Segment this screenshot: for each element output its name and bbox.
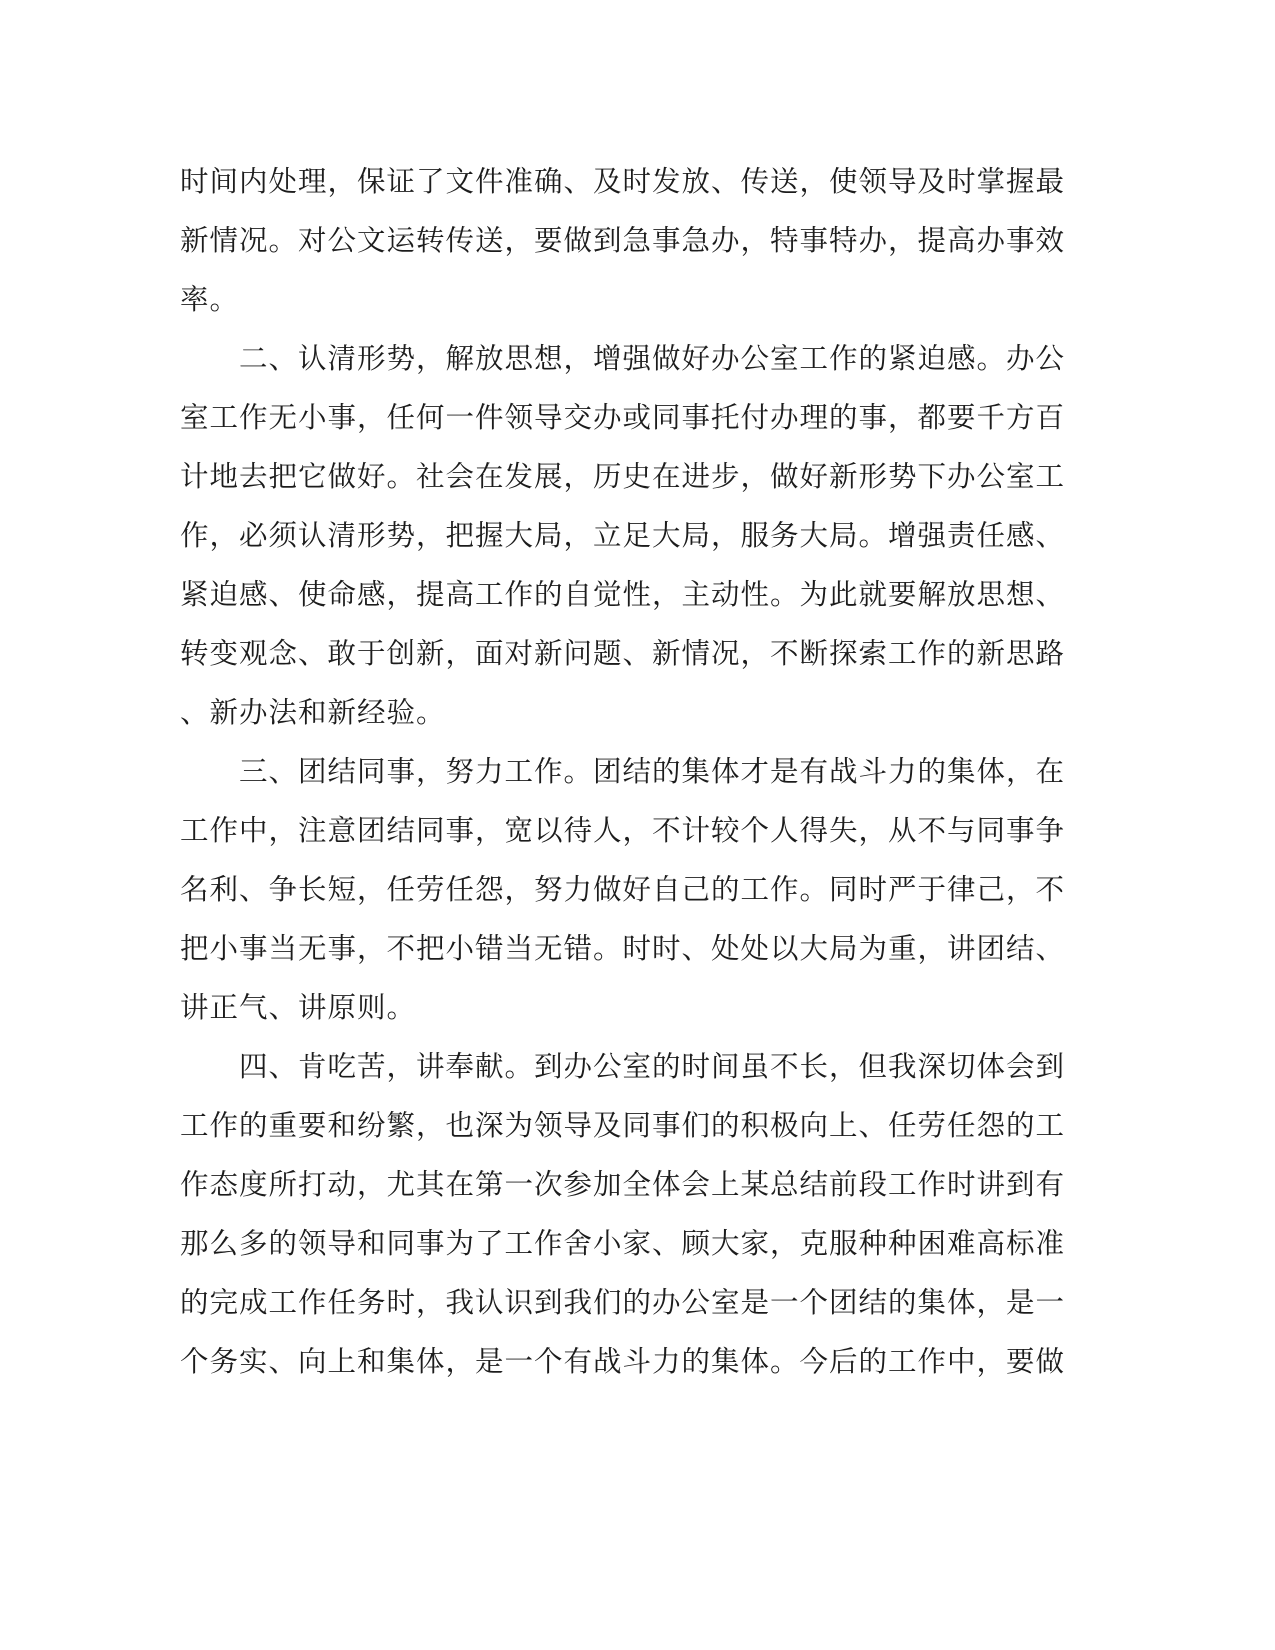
text-line: 把小事当无事，不把小错当无错。时时、处处以大局为重，讲团结、 [180, 932, 1066, 965]
text-line: 、新办法和新经验。 [180, 696, 446, 729]
text-line: 工作中，注意团结同事，宽以待人，不计较个人得失，从不与同事争 [180, 814, 1066, 847]
text-line: 率。 [180, 283, 240, 316]
text-line: 新情况。对公文运转传送，要做到急事急办，特事特办，提高办事效 [180, 224, 1066, 257]
text-line: 二、认清形势，解放思想，增强做好办公室工作的紧迫感。办公 [180, 342, 1066, 375]
text-line: 四、肯吃苦，讲奉献。到办公室的时间虽不长，但我深切体会到 [180, 1050, 1066, 1083]
text-line: 个务实、向上和集体，是一个有战斗力的集体。今后的工作中，要做 [180, 1345, 1066, 1378]
text-line: 计地去把它做好。社会在发展，历史在进步，做好新形势下办公室工 [180, 460, 1066, 493]
text-line: 室工作无小事，任何一件领导交办或同事托付办理的事，都要千方百 [180, 401, 1066, 434]
text-line: 那么多的领导和同事为了工作舍小家、顾大家，克服种种困难高标准 [180, 1227, 1066, 1260]
document-body [180, 152, 1066, 1391]
text-line: 三、团结同事，努力工作。团结的集体才是有战斗力的集体，在 [180, 755, 1066, 788]
text-line: 作态度所打动，尤其在第一次参加全体会上某总结前段工作时讲到有 [180, 1168, 1066, 1201]
text-line: 紧迫感、使命感，提高工作的自觉性，主动性。为此就要解放思想、 [180, 578, 1066, 611]
text-line: 名利、争长短，任劳任怨，努力做好自己的工作。同时严于律己，不 [180, 873, 1066, 906]
text-line: 时间内处理，保证了文件准确、及时发放、传送，使领导及时掌握最 [180, 165, 1066, 198]
text-line: 的完成工作任务时，我认识到我们的办公室是一个团结的集体，是一 [180, 1286, 1066, 1319]
text-line: 工作的重要和纷繁，也深为领导及同事们的积极向上、任劳任怨的工 [180, 1109, 1066, 1142]
text-line: 讲正气、讲原则。 [180, 991, 417, 1024]
text-line: 转变观念、敢于创新，面对新问题、新情况，不断探索工作的新思路 [180, 637, 1066, 670]
text-line: 作，必须认清形势，把握大局，立足大局，服务大局。增强责任感、 [180, 519, 1066, 552]
